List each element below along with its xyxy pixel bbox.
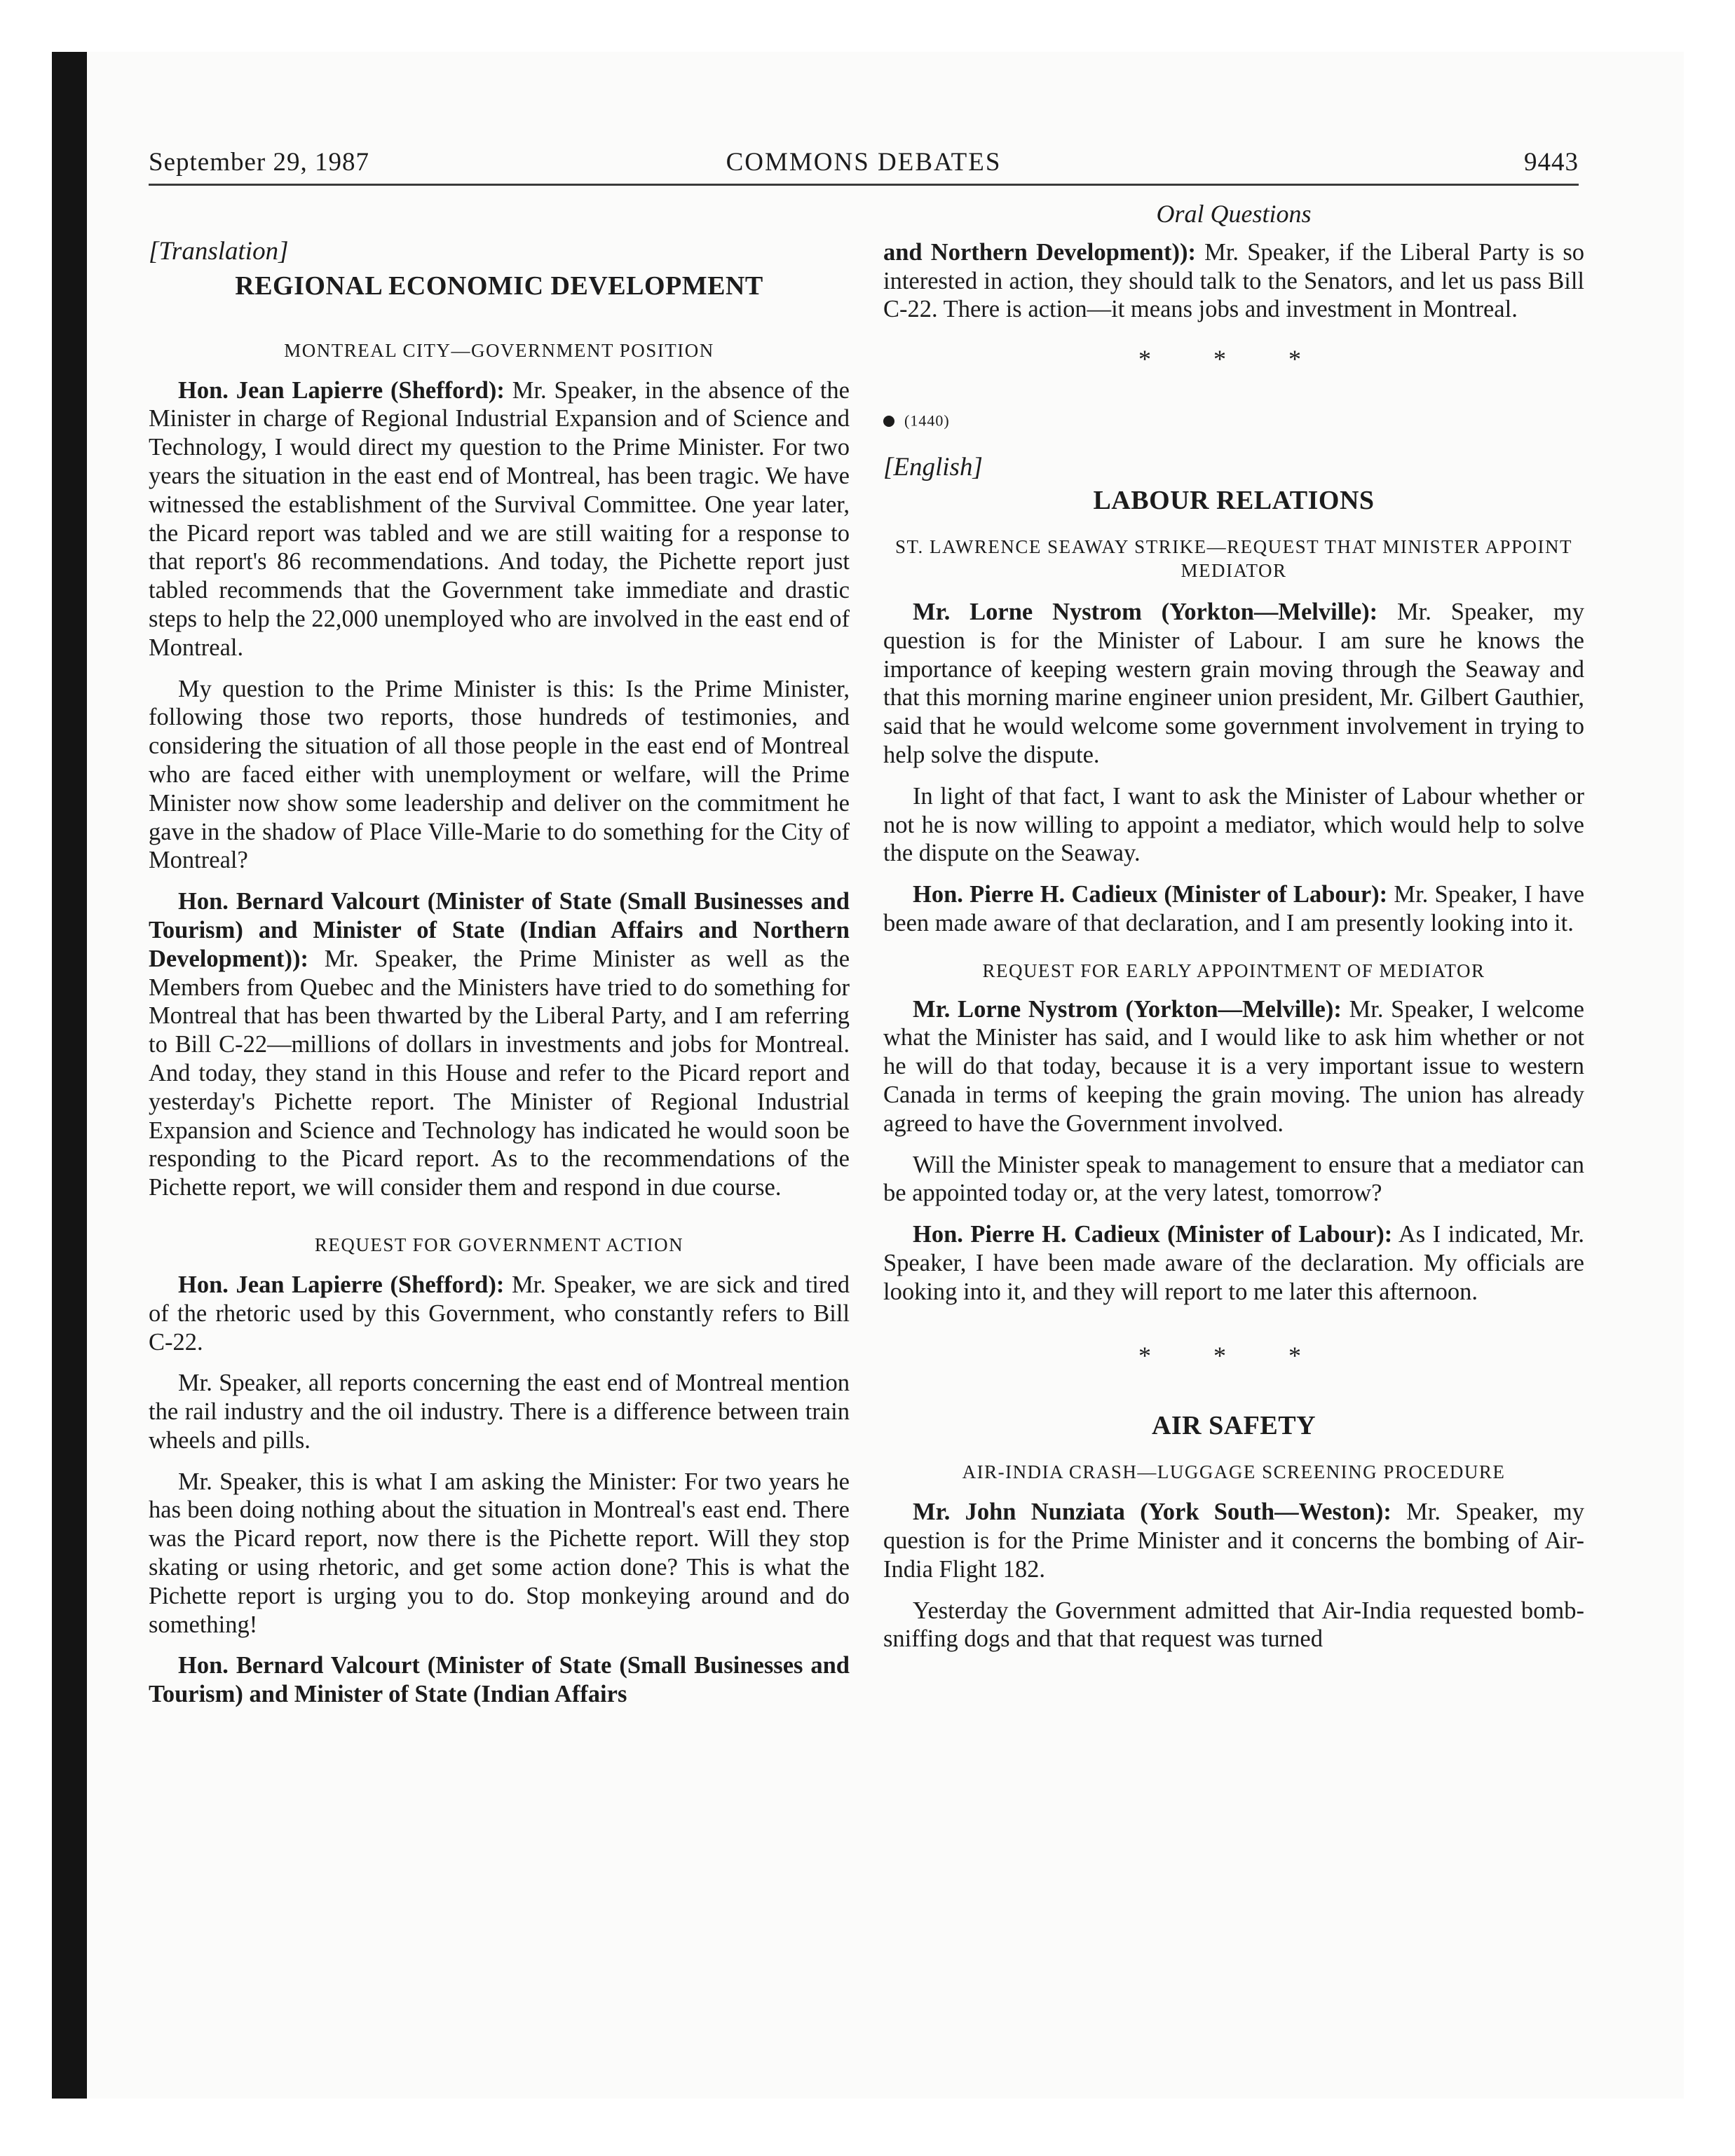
- speaker-name: Hon. Bernard Valcourt (Minister of State (Small Businesses and Tourism) and Minister of State (Indian Affairs: [149, 1652, 850, 1708]
- paragraph: [149, 887, 850, 1202]
- paragraph: [883, 995, 1584, 1138]
- paragraph-text: Mr. Speaker, in the absence of the Minister in charge of Regional Industrial Expansion and of Science and Technology, I would direct my question to the Prime Minister. For two years the situation in the east end of Montreal, has been tragic. We have witnessed the establishment of the Survival Committee. One year later, the Picard report was tabled and we are still waiting for a response to that report's 86 recommendations. And today, the Pichette report just tabled recommends that the Government take immediate and drastic steps to help the 22,000 unemployed who are involved in the east end of Montreal.: [149, 376, 850, 661]
- subheading-request-for-government-action: REQUEST FOR GOVERNMENT ACTION: [314, 1234, 684, 1255]
- speaker-name: Hon. Pierre H. Cadieux (Minister of Labour):: [913, 1221, 1393, 1248]
- scan-edge-bar: [52, 52, 87, 2099]
- subheading-montreal-city: MONTREAL CITY—GOVERNMENT POSITION: [284, 339, 714, 361]
- paragraph: [149, 1468, 850, 1639]
- paragraph-text: Mr. Speaker, I welcome what the Minister has said, and I would like to ask him whether or not he will do that today, because it is a very important issue to western Canada in terms of keeping the grain moving. The union has already agreed to have the Government involved.: [883, 995, 1584, 1137]
- paragraph-text: As I indicated, Mr. Speaker, I have been made aware of the declaration. My officials are looking into it, and they will report to me later this afternoon.: [883, 1221, 1584, 1305]
- time-marker: [883, 406, 1584, 435]
- speaker-name: Hon. Pierre H. Cadieux (Minister of Labour):: [913, 881, 1388, 908]
- header-date: September 29, 1987: [149, 148, 369, 177]
- paragraph-text: Yesterday the Government admitted that Air-India requested bomb-sniffing dogs and that that request was turned: [883, 1597, 1584, 1653]
- paragraph-text: Will the Minister speak to management to ensure that a mediator can be appointed today or, at the very latest, tomorrow?: [883, 1151, 1584, 1207]
- paragraph-text: Mr. Speaker, this is what I am asking the Minister: For two years he has been doing nothing about the situation in Montreal's east end. There was the Picard report, now there is the Pichette report. Will they stop skating or using rhetoric, and get some action done? This is what the Pichette report is urging you to do. Stop monkeying around and do something!: [149, 1468, 850, 1638]
- paragraph: [883, 598, 1584, 770]
- paragraph-text: My question to the Prime Minister is this: Is the Prime Minister, following those two reports, those hundreds of testimonies, and considering the situation of all those people in the east end of Montreal who are faced either with unemployment or welfare, will the Prime Minister now show some leadership and deliver on the commitment he gave in the shadow of Place Ville-Marie to do something for the City of Montreal?: [149, 675, 850, 874]
- paragraph: [883, 238, 1584, 324]
- header-publication-title: COMMONS DEBATES: [726, 148, 1002, 177]
- right-column: [883, 200, 1584, 1653]
- running-head: Oral Questions: [1156, 200, 1312, 228]
- section-title-labour-relations: LABOUR RELATIONS: [1093, 486, 1375, 516]
- subheading-early-appointment: REQUEST FOR EARLY APPOINTMENT OF MEDIATOR: [982, 960, 1485, 981]
- left-column: [149, 200, 850, 1709]
- speaker-name: Mr. Lorne Nystrom (Yorkton—Melville):: [913, 995, 1342, 1023]
- subheading-air-india-crash: AIR-INDIA CRASH—LUGGAGE SCREENING PROCEDURE: [962, 1461, 1506, 1483]
- speaker-name: Hon. Jean Lapierre (Shefford):: [178, 376, 505, 404]
- speaker-name: Hon. Bernard Valcourt (Minister of State (Small Businesses and Tourism) and Minister of State (Indian Affairs and Northern Development)):: [149, 888, 850, 972]
- speaker-name: Hon. Jean Lapierre (Shefford):: [178, 1271, 505, 1298]
- subheading-seaway-strike: ST. LAWRENCE SEAWAY STRIKE—REQUEST THAT MINISTER APPOINT MEDIATOR: [895, 535, 1572, 581]
- section-title-regional-economic-development: REGIONAL ECONOMIC DEVELOPMENT: [235, 271, 763, 301]
- paragraph-text: Mr. Speaker, my question is for the Prime Minister and it concerns the bombing of Air-India Flight 182.: [883, 1499, 1584, 1583]
- paragraph-text: In light of that fact, I want to ask the Minister of Labour whether or not he is now willing to appoint a mediator, which would help to solve the dispute on the Seaway.: [883, 782, 1584, 867]
- translation-tag: [Translation]: [149, 237, 289, 266]
- paragraph-text: Mr. Speaker, if the Liberal Party is so interested in action, they should talk to the Senators, and let us pass Bill C-22. There is action—it means jobs and investment in Montreal.: [883, 238, 1584, 323]
- page-header: [149, 147, 1579, 186]
- paragraph-text: Mr. Speaker, the Prime Minister as well as the Members from Quebec and the Ministers have tried to do something for Montreal that has been thwarted by the Liberal Party, and I am referring to Bill C-22—millions of dollars in investments and jobs for Montreal. And today, they stand in this House and refer to the Picard report and yesterday's Pichette report. The Minister of Regional Industrial Expansion and Science and Technology has indicated he would soon be responding to the Picard report. As to the recommendations of the Pichette report, we will consider them and respond in due course.: [149, 945, 850, 1201]
- paragraph: [149, 376, 850, 662]
- section-title-air-safety: AIR SAFETY: [1151, 1411, 1316, 1441]
- paragraph-text: Mr. Speaker, all reports concerning the east end of Montreal mention the rail industry and the oil industry. There is a difference between train wheels and pills.: [149, 1370, 850, 1454]
- paragraph: [883, 1498, 1584, 1583]
- paragraph: [883, 880, 1584, 938]
- paragraph: [149, 1651, 850, 1709]
- paragraph: [149, 675, 850, 875]
- time-stamp: (1440): [904, 411, 950, 430]
- section-separator: * * *: [1138, 345, 1329, 374]
- speaker-name: and Northern Development)):: [883, 238, 1196, 266]
- section-separator: * * *: [1138, 1341, 1329, 1370]
- paragraph-text: Mr. Speaker, I have been made aware of that declaration, and I am presently looking into it.: [883, 881, 1585, 936]
- paragraph: [883, 1597, 1584, 1654]
- paragraph: [883, 782, 1584, 868]
- paragraph-text: Mr. Speaker, my question is for the Minister of Labour. I am sure he knows the importance of keeping western grain moving through the Seaway and that this morning marine engineer union president, Mr. Gilbert Gauthier, said that he would welcome some government involvement in trying to help solve the dispute.: [883, 598, 1584, 768]
- header-page-number: 9443: [1524, 148, 1579, 177]
- paragraph: [883, 1220, 1584, 1306]
- speaker-name: Mr. Lorne Nystrom (Yorkton—Melville):: [913, 598, 1378, 625]
- paragraph: [883, 1151, 1584, 1208]
- paragraph-text: Mr. Speaker, we are sick and tired of the rhetoric used by this Government, who constantly refers to Bill C-22.: [149, 1271, 850, 1356]
- bullet-icon: [883, 416, 894, 427]
- speaker-name: Mr. John Nunziata (York South—Weston):: [913, 1499, 1392, 1526]
- paragraph: [149, 1271, 850, 1356]
- paragraph: [149, 1369, 850, 1454]
- english-tag: [English]: [883, 453, 983, 482]
